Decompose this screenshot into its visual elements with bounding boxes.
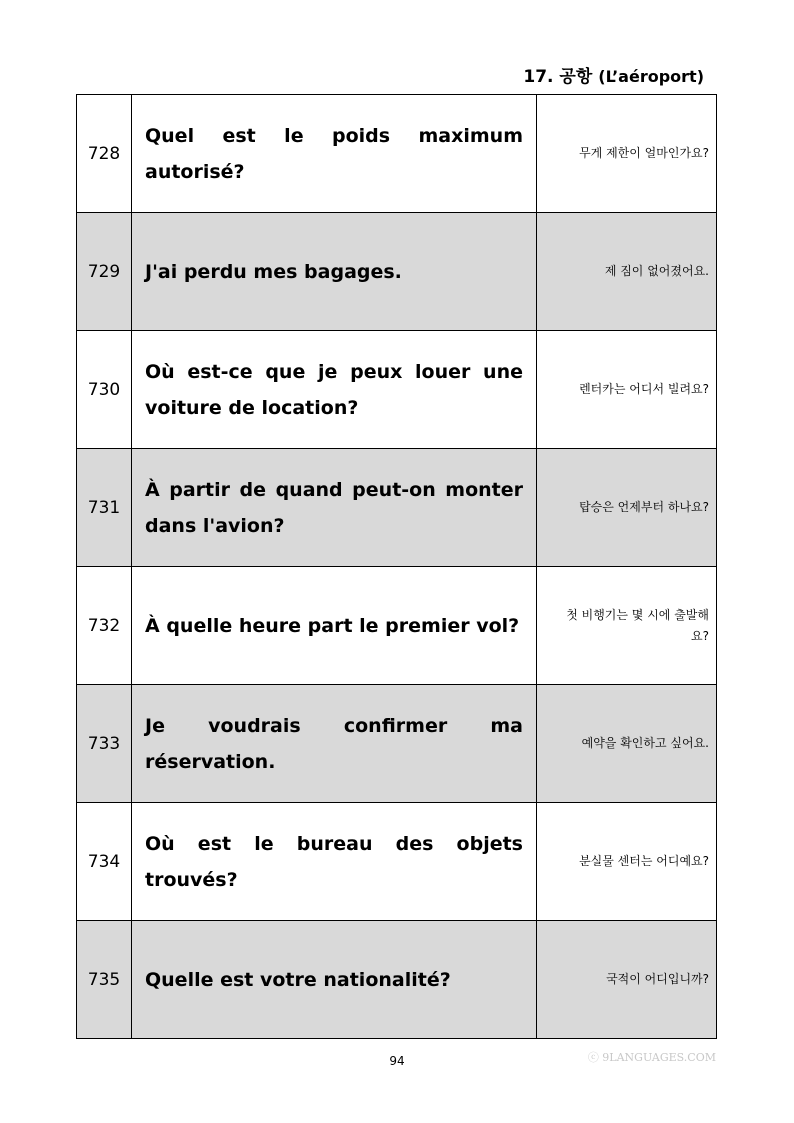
phrase-table [76, 94, 717, 1039]
phrase-number: 734 [77, 803, 132, 921]
korean-translation: 첫 비행기는 몇 시에 출발해요? [537, 567, 717, 685]
page-number: 94 [389, 1054, 405, 1068]
phrase-number: 728 [77, 95, 132, 213]
section-title [523, 62, 704, 87]
phrase-number: 730 [77, 331, 132, 449]
table-row [77, 95, 717, 213]
french-phrase: Quel est le poids maximum autorisé? [132, 95, 537, 213]
table-row [77, 803, 717, 921]
french-phrase: À partir de quand peut-on monter dans l'avion? [132, 449, 537, 567]
french-phrase: À quelle heure part le premier vol? [132, 567, 537, 685]
table-row [77, 921, 717, 1039]
french-phrase: Où est le bureau des objets trouvés? [132, 803, 537, 921]
phrase-number: 729 [77, 213, 132, 331]
phrase-number: 733 [77, 685, 132, 803]
french-phrase: J'ai perdu mes bagages. [132, 213, 537, 331]
phrase-number: 732 [77, 567, 132, 685]
korean-translation: 예약을 확인하고 싶어요. [537, 685, 717, 803]
table-row [77, 567, 717, 685]
korean-translation: 렌터카는 어디서 빌려요? [537, 331, 717, 449]
table-row [77, 449, 717, 567]
french-phrase: Où est-ce que je peux louer une voiture de location? [132, 331, 537, 449]
phrase-number: 731 [77, 449, 132, 567]
table-row [77, 331, 717, 449]
table-row [77, 685, 717, 803]
table-row [77, 213, 717, 331]
section-title-french: (L’aéroport) [598, 67, 704, 86]
korean-translation: 국적이 어디입니까? [537, 921, 717, 1039]
korean-translation: 탑승은 언제부터 하나요? [537, 449, 717, 567]
french-phrase: Quelle est votre nationalité? [132, 921, 537, 1039]
french-phrase: Je voudrais confirmer ma réservation. [132, 685, 537, 803]
copyright-watermark: ⓒ 9LANGUAGES.COM [587, 1051, 716, 1064]
korean-translation: 제 짐이 없어졌어요. [537, 213, 717, 331]
section-title-korean: 17. 공항 [523, 67, 593, 87]
phrase-number: 735 [77, 921, 132, 1039]
korean-translation: 분실물 센터는 어디예요? [537, 803, 717, 921]
korean-translation: 무게 제한이 얼마인가요? [537, 95, 717, 213]
